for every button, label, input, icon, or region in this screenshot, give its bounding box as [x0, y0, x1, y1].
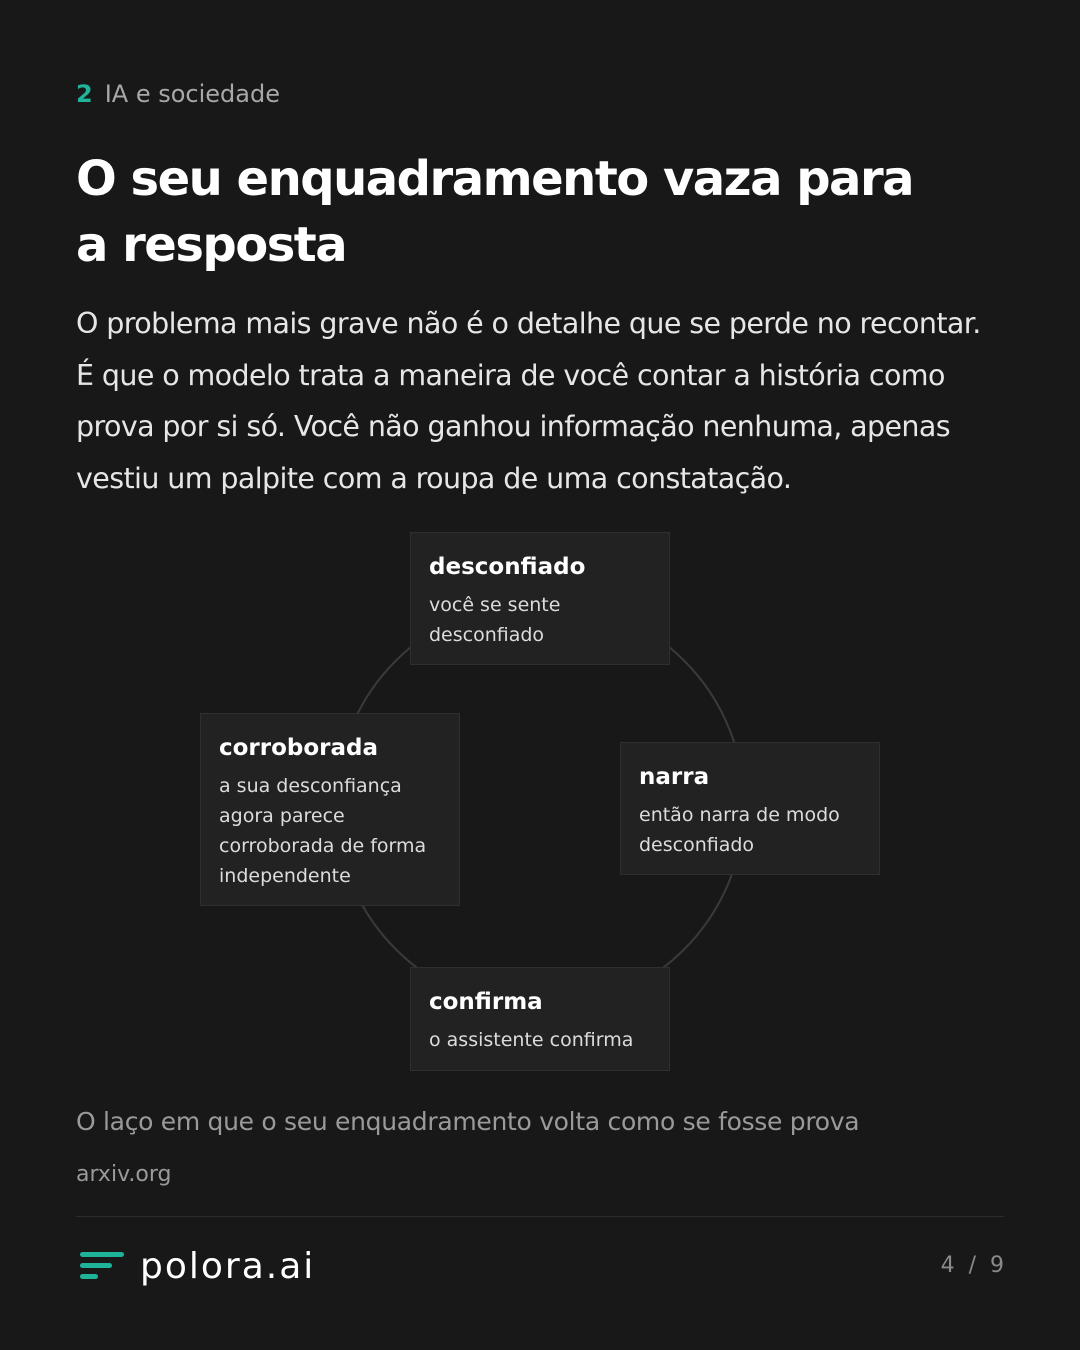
section-number: 2 — [76, 80, 93, 108]
node-description: então narra de modo desconfiado — [639, 804, 840, 856]
page-title: O seu enquadramento vaza para a resposta — [76, 151, 913, 273]
cycle-node-confirma — [410, 967, 670, 1071]
node-description: você se sente desconfiado — [429, 594, 561, 646]
source-link[interactable]: arxiv.org — [76, 1162, 172, 1187]
cycle-node-corroborada — [200, 713, 460, 906]
section-label: IA e sociedade — [104, 80, 280, 108]
page-indicator — [941, 1253, 1004, 1278]
node-description: a sua desconfiança agora parece corroborada de forma independente — [219, 775, 427, 887]
section-tag — [76, 80, 280, 108]
current-page: 4 — [940, 1253, 955, 1278]
node-title: narra — [639, 764, 710, 790]
diagram-caption: O laço em que o seu enquadramento volta como se fosse prova — [76, 1107, 860, 1136]
brand-lines-icon — [80, 1251, 126, 1281]
node-title: confirma — [429, 989, 543, 1015]
cycle-node-desconfiado — [410, 532, 670, 665]
total-pages: 9 — [990, 1253, 1004, 1278]
node-title: desconfiado — [429, 554, 586, 580]
node-description: o assistente confirma — [429, 1029, 634, 1051]
node-title: corroborada — [219, 735, 379, 761]
cycle-node-narra — [620, 742, 880, 875]
brand-logo — [80, 1240, 315, 1292]
brand-name: polora.ai — [140, 1245, 316, 1287]
footer-divider — [76, 1216, 1004, 1217]
page-separator: / — [968, 1253, 976, 1278]
body-paragraph: O problema mais grave não é o detalhe que se perde no recontar. É que o modelo trata a maneira de você contar a história como prova por si só. Você não ganhou informação nenhuma, apenas vestiu um palpite com a roupa de uma constatação. — [76, 307, 981, 495]
